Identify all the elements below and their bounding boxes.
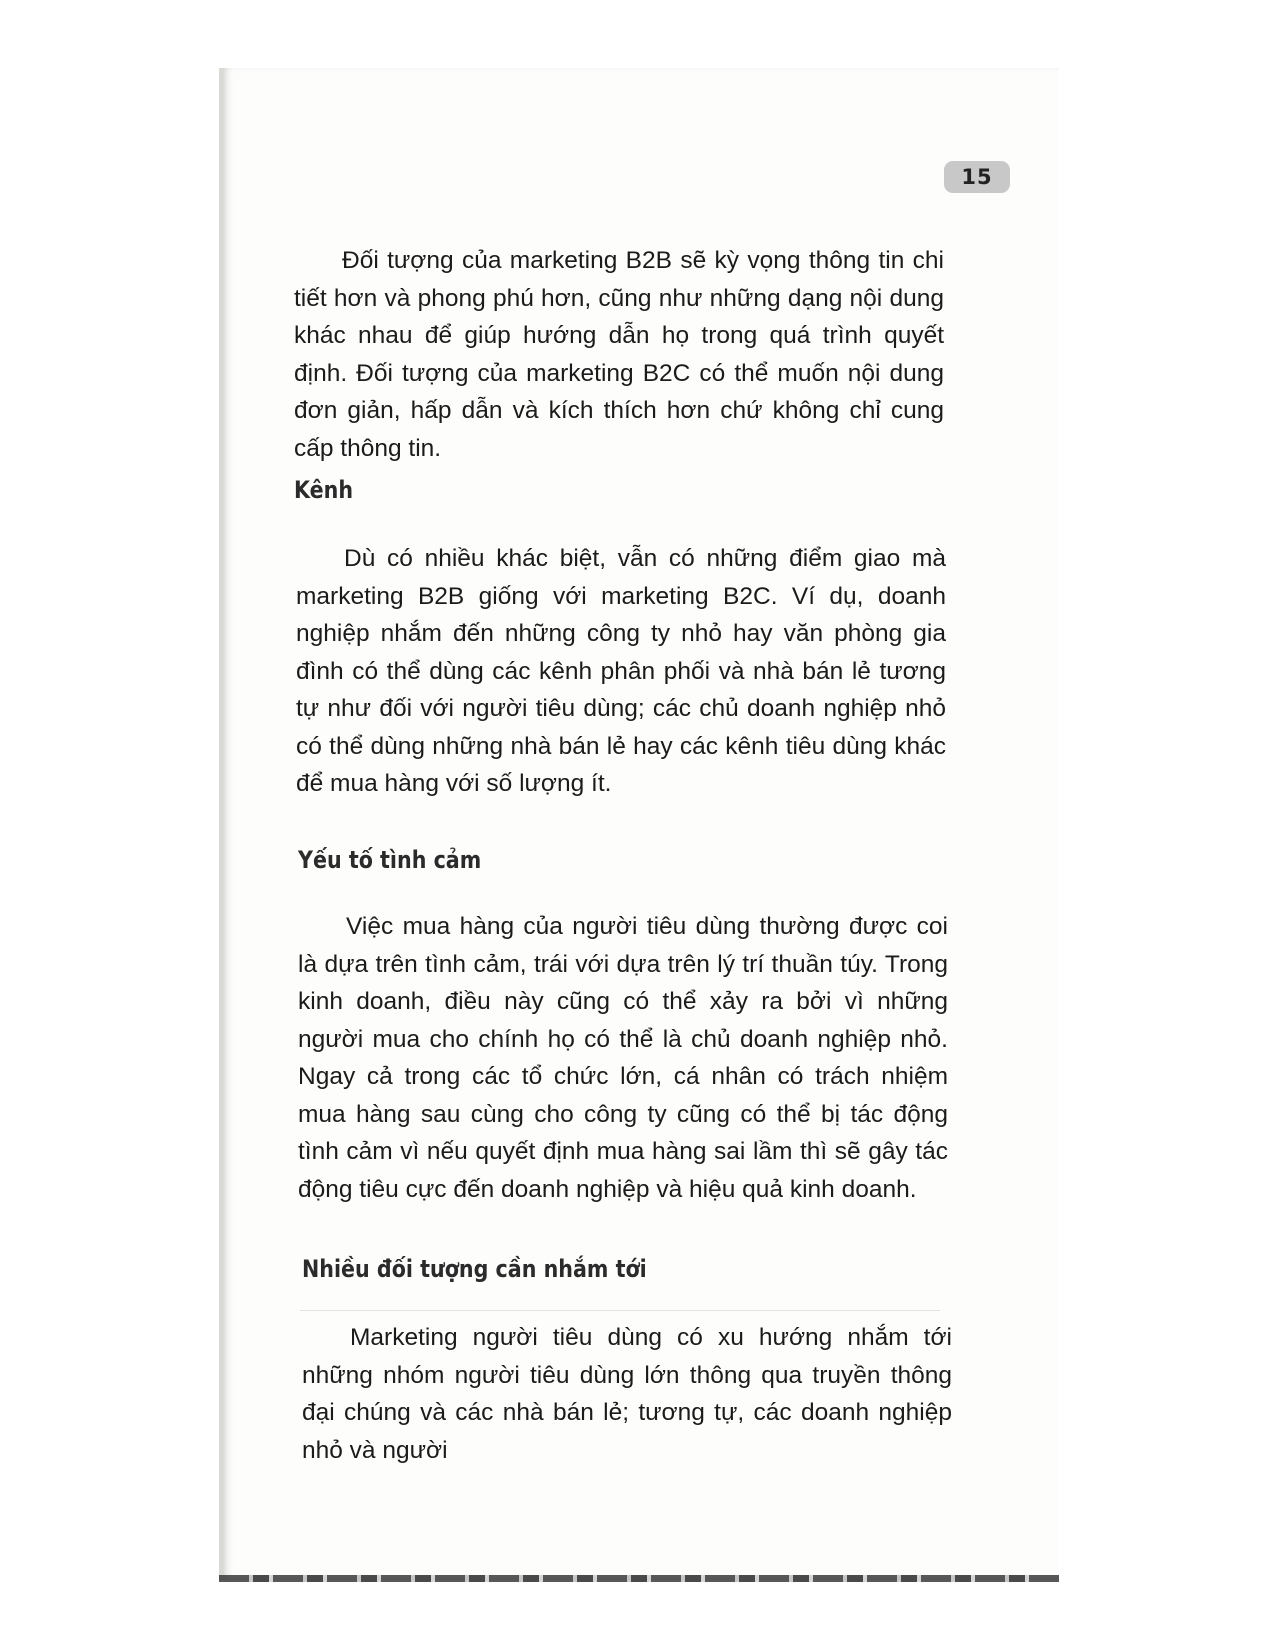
doi-tuong-paragraph: Marketing người tiêu dùng có xu hướng nhắm tới những nhóm người tiêu dùng lớn thông qua truyền thông đại chúng và các nhà bán lẻ; tương tự, các doanh nghiệp nhỏ và người (302, 1324, 952, 1464)
kenh-paragraph: Dù có nhiều khác biệt, vẫn có những điểm giao mà marketing B2B giống với marketing B2C. Ví dụ, doanh nghiệp nhắm đến những công ty nhỏ hay văn phòng gia đình có thể dùng các kênh phân phối và nhà bán lẻ tương tự như đối với người tiêu dùng; các chủ doanh nghiệp nhỏ có thể dùng những nhà bán lẻ hay các kênh tiêu dùng khác để mua hàng với số lượng ít. (296, 545, 946, 797)
tinh-cam-paragraph: Việc mua hàng của người tiêu dùng thường được coi là dựa trên tình cảm, trái với dựa trên lý trí thuần túy. Trong kinh doanh, điều này cũng có thể xảy ra bởi vì những người mua cho chính họ có thể là chủ doanh nghiệp nhỏ. Ngay cả trong các tổ chức lớn, cá nhân có trách nhiệm mua hàng sau cùng cho công ty cũng có thể bị tác động tình cảm vì nếu quyết định mua hàng sai lầm thì sẽ gây tác động tiêu cực đến doanh nghiệp và hiệu quả kinh doanh. (298, 913, 948, 1203)
intro-paragraph: Đối tượng của marketing B2B sẽ kỳ vọng thông tin chi tiết hơn và phong phú hơn, cũng như những dạng nội dung khác nhau để giúp hướng dẫn họ trong quá trình quyết định. Đối tượng của marketing B2C có thể muốn nội dung đơn giản, hấp dẫn và kích thích hơn chứ không chỉ cung cấp thông tin. (294, 247, 944, 462)
heading-nhieu-doi-tuong: Nhiều đối tượng cần nhắm tới (302, 1255, 647, 1283)
heading-yeu-to-tinh-cam: Yếu tố tình cảm (298, 846, 482, 874)
heading-kenh: Kênh (294, 476, 354, 504)
page-number: 15 (944, 161, 1010, 193)
page-bottom-edge (219, 1575, 1059, 1582)
divider-rule (300, 1310, 940, 1311)
